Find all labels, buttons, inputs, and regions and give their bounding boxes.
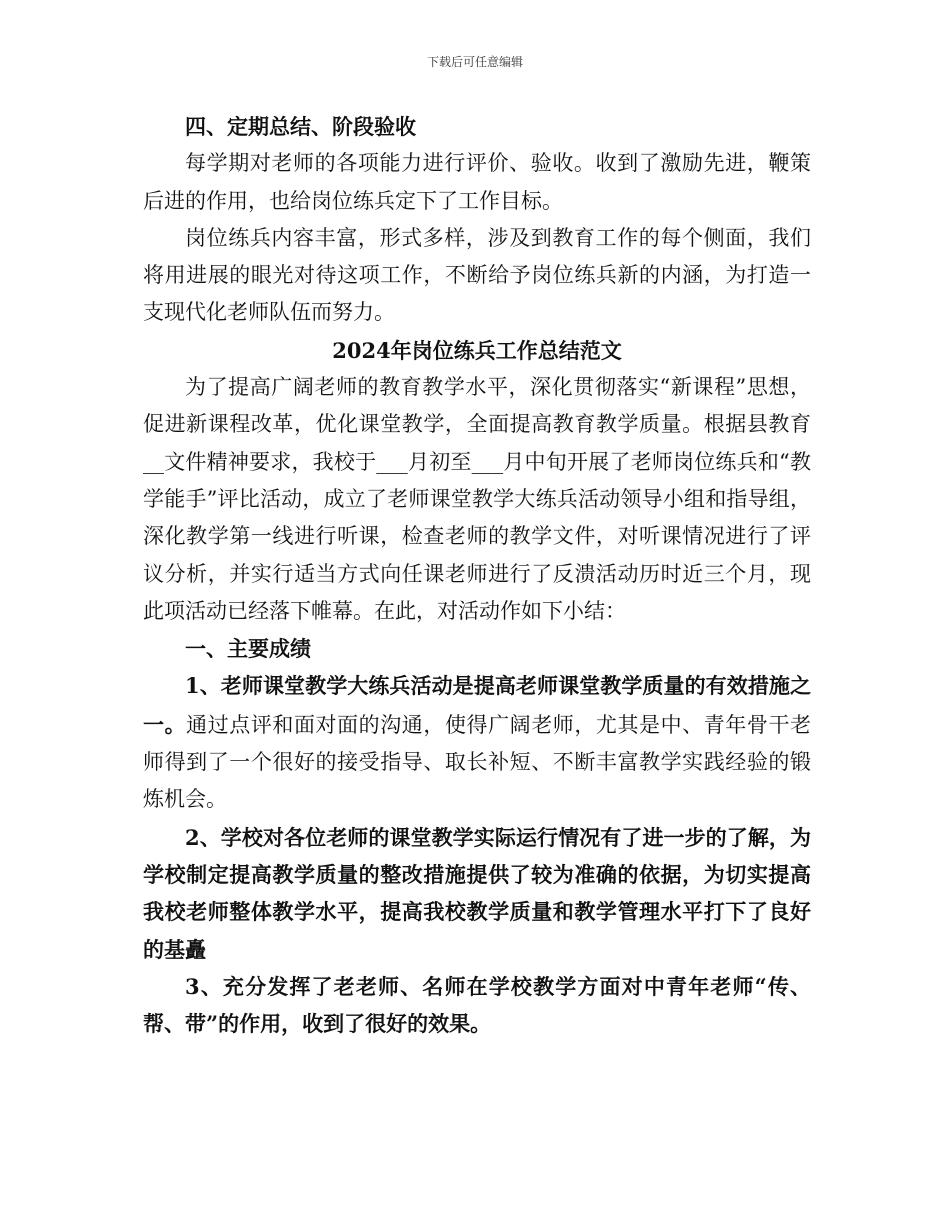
section1-heading: 一、主要成绩 (185, 636, 311, 662)
achievement-item-1-body: 通过点评和面对面的沟通，使得广阔老师，尤其是中、青年骨干老师得到了一个很好的接受指导、取长补短、不断丰富教学实践经验的锻炼机会。 (143, 712, 812, 812)
article-title: 2024年岗位练兵工作总结范文 (332, 337, 622, 363)
achievement-item-1 (143, 667, 811, 818)
achievement-item-1-lead: 1、老师课堂教学大练兵活动是提高老师课堂教学质量的有效措施之一。 (143, 673, 811, 737)
section4-paragraph-2: 岗位练兵内容丰富，形式多样，涉及到教育工作的每个侧面，我们将用进展的眼光对待这项工作，不断给予岗位练兵新的内涵，为打造一支现代化老师队伍而努力。 (143, 225, 811, 325)
page-header: 下载后可任意编辑 (426, 55, 523, 69)
section4-paragraph-1: 每学期对老师的各项能力进行评价、验收。收到了激励先进，鞭策后进的作用，也给岗位练兵定下了工作目标。 (143, 151, 811, 213)
achievement-item-2: 2、学校对各位老师的课堂教学实际运行情况有了进一步的了解，为学校制定提高教学质量的整改措施提供了较为准确的依据，为切实提高我校老师整体教学水平，提高我校教学质量和教学管理水平打下了良好的基矗 (143, 824, 811, 962)
document-body (143, 108, 811, 1042)
article-intro-paragraph: 为了提高广阔老师的教育教学水平，深化贯彻落实“新课程”思想，促进新课程改革，优化课堂教学，全面提高教育教学质量。根据县教育__文件精神要求，我校于___月初至___月中旬开展了老师岗位练兵和“教学能手”评比活动，成立了老师课堂教学大练兵活动领导小组和指导组，深化教学第一线进行听课，检查老师的教学文件，对听课情况进行了评议分析，并实行适当方式向任课老师进行了反溃活动历时近三个月，现此项活动已经落下帷幕。在此，对活动作如下小结： (143, 375, 811, 623)
section4-heading: 四、定期总结、阶段验收 (185, 114, 416, 139)
achievement-item-3: 3、充分发挥了老老师、名师在学校教学方面对中青年老师“传、帮、带”的作用，收到了很好的效果。 (143, 973, 811, 1037)
